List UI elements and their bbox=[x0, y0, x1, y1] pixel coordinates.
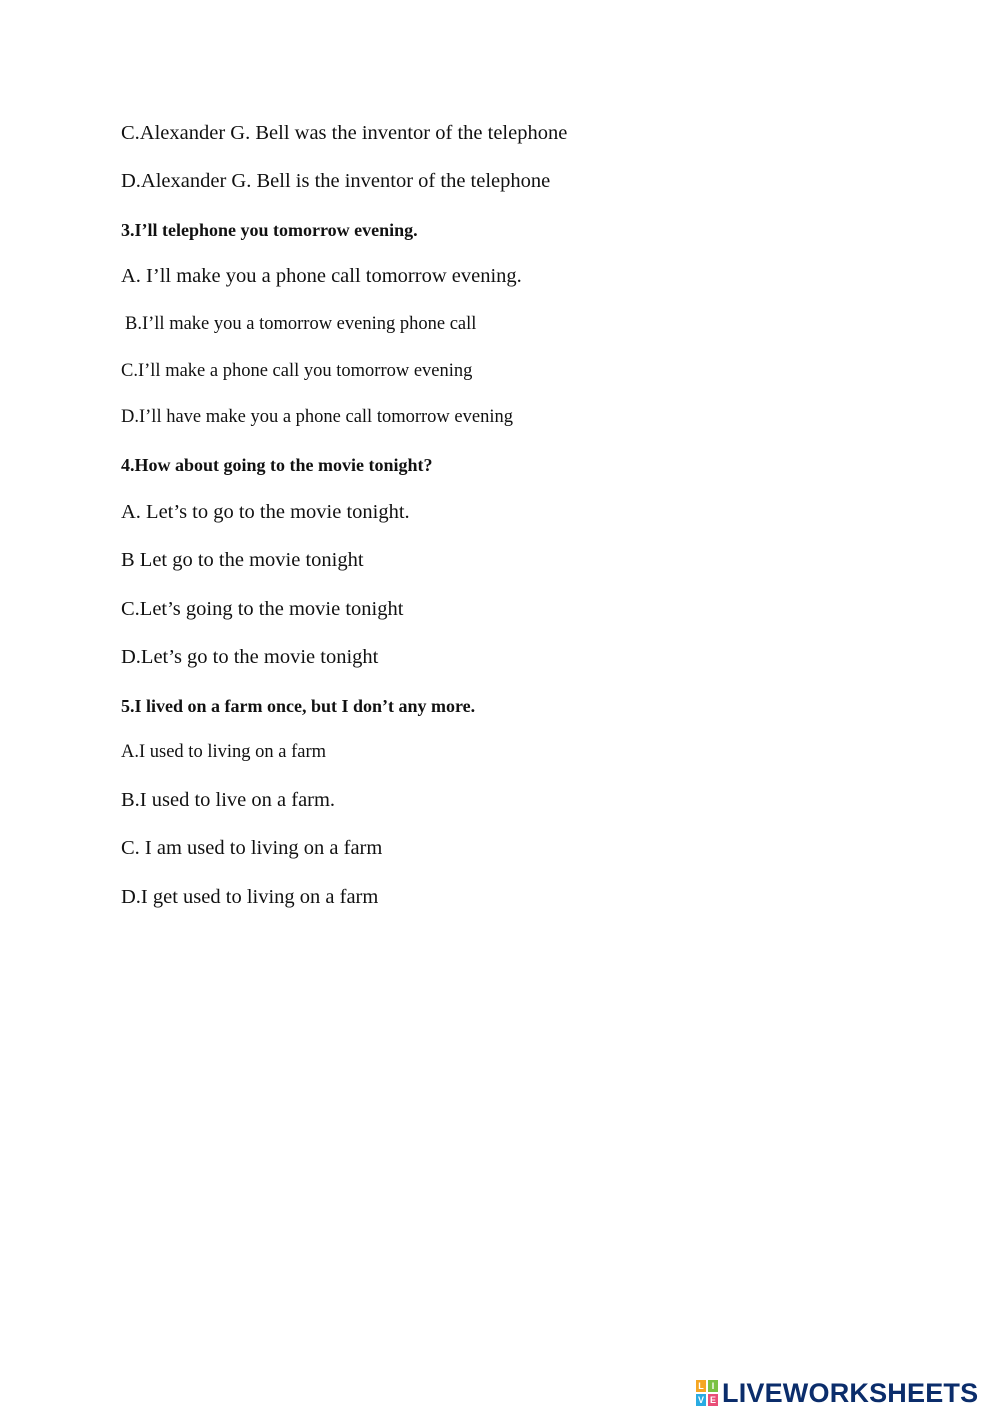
question-3: 3.I’ll telephone you tomorrow evening. bbox=[121, 220, 418, 240]
option-4b: B Let go to the movie tonight bbox=[121, 549, 364, 571]
option-3b: B.I’ll make you a tomorrow evening phone call bbox=[125, 314, 477, 334]
question-5: 5.I lived on a farm once, but I don’t any more. bbox=[121, 696, 476, 716]
logo-cell-v: V bbox=[697, 1395, 704, 1405]
option-3d: D.I’ll have make you a phone call tomorrow evening bbox=[121, 407, 513, 427]
option-4d: D.Let’s go to the movie tonight bbox=[121, 646, 379, 668]
option-5c: C. I am used to living on a farm bbox=[121, 837, 383, 859]
option-2c: C.Alexander G. Bell was the inventor of the telephone bbox=[121, 122, 568, 144]
logo-cell-l: L bbox=[696, 1380, 706, 1392]
option-4a: A. Let’s to go to the movie tonight. bbox=[121, 501, 410, 523]
option-3a: A. I’ll make you a phone call tomorrow evening. bbox=[121, 265, 522, 287]
option-5b: B.I used to live on a farm. bbox=[121, 789, 336, 811]
option-4c: C.Let’s going to the movie tonight bbox=[121, 598, 404, 620]
liveworksheets-logo-icon bbox=[696, 1380, 718, 1406]
option-5d: D.I get used to living on a farm bbox=[121, 886, 379, 908]
option-3c: C.I’ll make a phone call you tomorrow evening bbox=[121, 361, 473, 381]
logo-cell-i: I bbox=[708, 1380, 718, 1392]
liveworksheets-brand bbox=[696, 1376, 978, 1410]
option-2d: D.Alexander G. Bell is the inventor of the telephone bbox=[121, 170, 551, 192]
question-4: 4.How about going to the movie tonight? bbox=[121, 455, 433, 475]
logo-cell-e: E bbox=[709, 1395, 716, 1405]
option-5a: A.I used to living on a farm bbox=[121, 742, 326, 762]
brand-wordmark: LIVEWORKSHEETS bbox=[722, 1377, 979, 1408]
